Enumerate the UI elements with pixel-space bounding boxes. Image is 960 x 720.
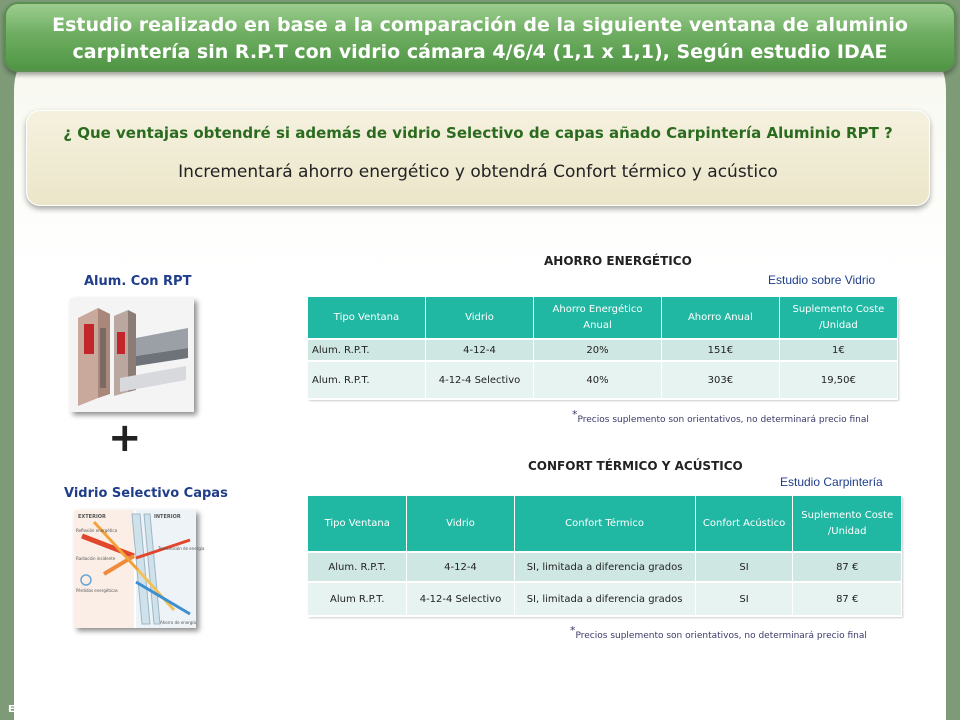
title-banner (4, 2, 956, 72)
comfort-cell: Alum R.P.T. (308, 582, 407, 616)
label-vidrio-selectivo: Vidrio Selectivo Capas (64, 486, 228, 501)
answer-text: Incrementará ahorro energético y obtendrá Confort térmico y acústico (178, 162, 778, 182)
energy-header-ahorro-energetico: Ahorro Energético Anual (534, 297, 662, 339)
energy-cell: Alum. R.P.T. (308, 361, 425, 399)
diagram-reflexion-label: Reflexión energética (76, 528, 118, 533)
diagram-radiacion-label: Radiación incidente (76, 556, 116, 561)
diagram-interior-label: INTERIOR (154, 514, 181, 520)
title-line-2: carpintería sin R.P.T con vidrio cámara 4/6/4 (1,1 x 1,1), Según estudio IDAE (72, 41, 888, 63)
diagram-perdidas-label: Pérdidas energéticas (76, 588, 118, 593)
energy-cell: 303€ (661, 361, 779, 399)
selective-glass-diagram (74, 510, 205, 628)
comfort-header-tipo: Tipo Ventana (308, 496, 407, 552)
comfort-header-termico: Confort Térmico (514, 496, 695, 552)
energy-table-header-row (308, 297, 898, 339)
comfort-cell: 4-12-4 (407, 552, 514, 582)
diagram-transmision-label: Transmisión de energía (158, 546, 205, 551)
diagram-ahorro-label: Ahorro de energía (160, 620, 196, 625)
comfort-cell: 4-12-4 Selectivo (407, 582, 514, 616)
energy-note-mark: * (572, 408, 578, 421)
label-alum-rpt: Alum. Con RPT (84, 274, 192, 289)
energy-cell: 151€ (661, 339, 779, 361)
question-text: ¿ Que ventajas obtendré si además de vidrio Selectivo de capas añado Carpintería Aluminio RPT ? (63, 124, 893, 142)
energy-cell: 1€ (779, 339, 897, 361)
comfort-cell: 87 € (793, 552, 902, 582)
comfort-cell: SI, limitada a diferencia grados (514, 552, 695, 582)
comfort-note (570, 624, 867, 641)
title-line-1: Estudio realizado en base a la comparación de la siguiente ventana de aluminio (52, 14, 908, 36)
energy-header-vidrio: Vidrio (425, 297, 533, 339)
aluminium-profile-image (70, 298, 194, 412)
comfort-header-vidrio: Vidrio (407, 496, 514, 552)
energy-header-ahorro-anual: Ahorro Anual (661, 297, 779, 339)
energy-header-suplemento: Suplemento Coste /Unidad (779, 297, 897, 339)
energy-cell: 4-12-4 Selectivo (425, 361, 533, 399)
comfort-cell: SI (695, 552, 793, 582)
comfort-note-mark: * (570, 624, 576, 637)
energy-cell: 40% (534, 361, 662, 399)
plus-sign: + (108, 415, 142, 461)
diagram-exterior-label: EXTERIOR (78, 514, 106, 520)
energy-header-tipo: Tipo Ventana (308, 297, 425, 339)
energy-note (572, 408, 869, 425)
question-box (26, 110, 930, 206)
energy-table (308, 297, 898, 400)
comfort-cell: SI (695, 582, 793, 616)
comfort-study-label: Estudio Carpintería (780, 475, 883, 489)
comfort-table (308, 496, 902, 617)
comfort-section-title: CONFORT TÉRMICO Y ACÚSTICO (528, 459, 743, 473)
comfort-header-suplemento: Suplemento Coste /Unidad (793, 496, 902, 552)
comfort-cell: 87 € (793, 582, 902, 616)
table-row (308, 361, 898, 399)
table-row (308, 582, 902, 616)
table-row (308, 552, 902, 582)
energy-note-text: Precios suplemento son orientativos, no determinará precio final (577, 415, 869, 425)
footer-text: Energías ren (8, 704, 80, 715)
comfort-header-acustico: Confort Acústico (695, 496, 793, 552)
comfort-note-text: Precios suplemento son orientativos, no determinará precio final (575, 631, 867, 641)
aluminium-profile-icon (70, 298, 194, 412)
table-row (308, 339, 898, 361)
energy-cell: 4-12-4 (425, 339, 533, 361)
energy-cell: Alum. R.P.T. (308, 339, 425, 361)
comfort-cell: Alum. R.P.T. (308, 552, 407, 582)
comfort-cell: SI, limitada a diferencia grados (514, 582, 695, 616)
glass-diagram-icon (74, 510, 205, 628)
energy-section-title: AHORRO ENERGÉTICO (544, 254, 692, 268)
energy-cell: 19,50€ (779, 361, 897, 399)
energy-cell: 20% (534, 339, 662, 361)
energy-study-label: Estudio sobre Vidrio (768, 273, 876, 287)
comfort-table-header-row (308, 496, 902, 552)
